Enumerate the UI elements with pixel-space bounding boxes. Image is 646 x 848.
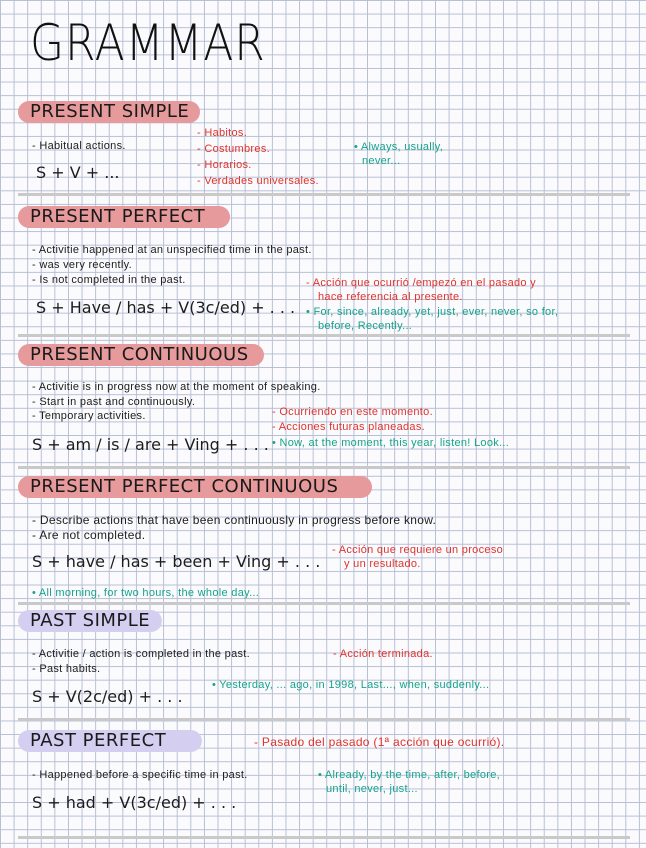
page-title: GRAMMAR bbox=[30, 14, 266, 72]
spanish-note: - Acciones futuras planeadas. bbox=[272, 421, 426, 433]
spanish-note: - Verdades universales. bbox=[197, 175, 319, 187]
keywords: • Already, by the time, after, before, bbox=[318, 769, 500, 781]
formula: S + V + ... bbox=[36, 163, 120, 182]
section-heading: PRESENT CONTINUOUS bbox=[30, 344, 249, 365]
usage-note: - Temporary activities. bbox=[32, 410, 146, 422]
formula: S + am / is / are + Ving + . . . bbox=[32, 435, 269, 454]
usage-note: - Past habits. bbox=[32, 663, 101, 675]
section-heading: PAST SIMPLE bbox=[30, 610, 151, 631]
section-divider bbox=[18, 718, 630, 721]
keywords: • Always, usually, bbox=[354, 141, 444, 153]
keywords: before, Recently... bbox=[318, 320, 413, 332]
section-divider bbox=[18, 602, 630, 605]
section-heading: PRESENT PERFECT bbox=[30, 206, 206, 227]
usage-note: - Activitie happened at an unspecified time in the past. bbox=[32, 244, 312, 256]
keywords: • For, since, already, yet, just, ever, never, so for, bbox=[306, 306, 559, 318]
spanish-note: - Costumbres. bbox=[197, 143, 270, 155]
spanish-note: - Acción que ocurrió /empezó en el pasado y bbox=[306, 277, 536, 289]
usage-note: - Habitual actions. bbox=[32, 140, 126, 152]
spanish-note: - Ocurriendo en este momento. bbox=[272, 406, 433, 418]
formula: S + Have / has + V(3c/ed) + . . . bbox=[36, 298, 296, 317]
keywords: never... bbox=[362, 155, 401, 167]
section-divider bbox=[18, 836, 630, 839]
section-divider bbox=[18, 334, 630, 337]
keywords: until, never, just... bbox=[326, 783, 418, 795]
usage-note: - was very recently. bbox=[32, 259, 132, 271]
usage-note: - Start in past and continuously. bbox=[32, 396, 196, 408]
spanish-note: - Acción que requiere un proceso bbox=[332, 544, 504, 556]
usage-note: - Is not completed in the past. bbox=[32, 274, 186, 286]
section-heading: PAST PERFECT bbox=[30, 730, 167, 751]
spanish-note: - Horarios. bbox=[197, 159, 252, 171]
formula: S + had + V(3c/ed) + . . . bbox=[32, 793, 237, 812]
keywords: • Now, at the moment, this year, listen! Look... bbox=[272, 437, 510, 449]
keywords: • Yesterday, ... ago, in 1998, Last..., when, suddenly... bbox=[212, 679, 490, 691]
formula: S + V(2c/ed) + . . . bbox=[32, 687, 183, 706]
spanish-note: hace referencia al presente. bbox=[318, 291, 463, 303]
section-divider bbox=[18, 466, 630, 469]
spanish-note: - Pasado del pasado (1ª acción que ocurrió). bbox=[254, 735, 505, 749]
usage-note: - Activitie is in progress now at the moment of speaking. bbox=[32, 381, 321, 393]
usage-note: - Happened before a specific time in past. bbox=[32, 769, 248, 781]
usage-note: - Activitie / action is completed in the past. bbox=[32, 648, 251, 660]
formula: S + have / has + been + Ving + . . . bbox=[32, 552, 321, 571]
usage-note: - Are not completed. bbox=[32, 528, 146, 542]
spanish-note: y un resultado. bbox=[344, 558, 421, 570]
section-heading: PRESENT SIMPLE bbox=[30, 101, 190, 122]
spanish-note: - Acción terminada. bbox=[333, 648, 433, 660]
section-heading: PRESENT PERFECT CONTINUOUS bbox=[30, 476, 339, 497]
section-divider bbox=[18, 193, 630, 196]
spanish-note: - Habitos. bbox=[197, 127, 248, 139]
keywords: • All morning, for two hours, the whole day... bbox=[32, 587, 260, 599]
usage-note: - Describe actions that have been continuously in progress before know. bbox=[32, 513, 437, 527]
